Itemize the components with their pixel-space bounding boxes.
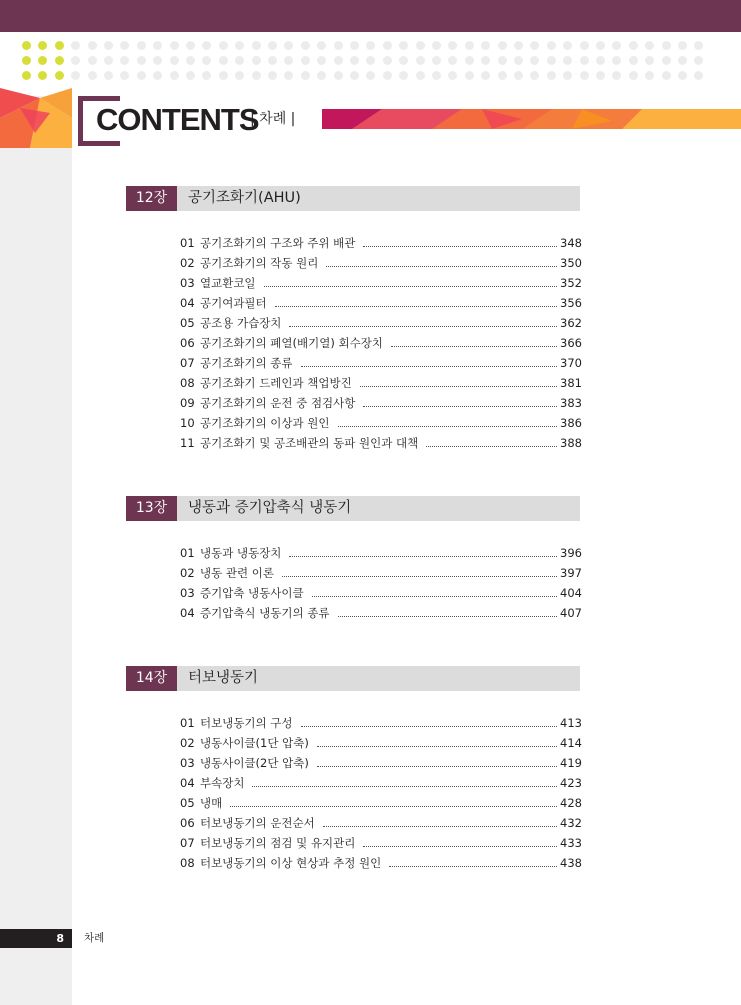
entry-page: 370 <box>560 356 582 370</box>
decorative-dot <box>22 41 31 50</box>
toc-entry[interactable] <box>180 793 580 813</box>
decorative-dot <box>629 41 638 50</box>
entry-title: 증기압축식 냉동기의 종류 <box>200 606 330 620</box>
entry-title: 증기압축 냉동사이클 <box>200 586 304 600</box>
entry-title: 냉매 <box>200 796 223 810</box>
decorative-dot <box>580 56 589 65</box>
entry-title: 공기조화기 드레인과 책업방진 <box>200 376 352 390</box>
decorative-dot <box>38 56 47 65</box>
entry-page: 356 <box>560 296 582 310</box>
entry-number: 02 <box>180 736 195 750</box>
entry-title: 냉동과 냉동장치 <box>200 546 282 560</box>
entry-number: 11 <box>180 436 195 450</box>
entry-number: 04 <box>180 296 195 310</box>
decorative-dot <box>153 56 162 65</box>
toc-entry[interactable] <box>180 813 580 833</box>
decorative-dot <box>88 71 97 80</box>
decorative-dot <box>481 41 490 50</box>
entry-page: 366 <box>560 336 582 350</box>
decorative-dot <box>498 71 507 80</box>
dot-leader <box>275 306 557 307</box>
decorative-dot <box>301 56 310 65</box>
entry-title: 터보냉동기의 점검 및 유지관리 <box>200 836 356 850</box>
decorative-dot <box>629 71 638 80</box>
entry-title: 공기조화기의 작동 원리 <box>200 256 319 270</box>
decorative-dot <box>481 56 490 65</box>
decorative-dot <box>120 41 129 50</box>
toc-entry[interactable] <box>180 773 580 793</box>
decorative-dot <box>383 41 392 50</box>
toc-entry[interactable] <box>180 353 580 373</box>
decorative-dot <box>186 56 195 65</box>
footer-page-number: 8 <box>56 932 64 945</box>
decorative-dot <box>416 71 425 80</box>
dot-leader <box>338 426 557 427</box>
decorative-dot <box>645 56 654 65</box>
left-margin-band <box>0 96 72 1005</box>
page-title: CONTENTS <box>96 102 259 137</box>
decorative-dot <box>88 56 97 65</box>
entry-number: 05 <box>180 796 195 810</box>
entry-page: 383 <box>560 396 582 410</box>
entry-title: 공기조화기 및 공조배관의 동파 원인과 대책 <box>200 436 419 450</box>
decorative-dot <box>170 56 179 65</box>
decorative-dot <box>104 41 113 50</box>
decorative-dot <box>662 71 671 80</box>
decorative-dot <box>678 71 687 80</box>
entry-page: 352 <box>560 276 582 290</box>
decorative-dot <box>71 56 80 65</box>
entry-title: 공기여과필터 <box>200 296 267 310</box>
decorative-dot <box>481 71 490 80</box>
dot-leader <box>391 346 557 347</box>
dot-leader <box>363 406 557 407</box>
toc-entry[interactable] <box>180 293 580 313</box>
decorative-dot-grid <box>22 41 722 81</box>
chapter-header-12 <box>126 186 580 211</box>
entry-number: 09 <box>180 396 195 410</box>
dot-leader <box>317 766 557 767</box>
decorative-dot <box>22 56 31 65</box>
toc-entry[interactable] <box>180 273 580 293</box>
entry-title: 냉동사이클(2단 압축) <box>200 756 309 770</box>
entry-page: 350 <box>560 256 582 270</box>
decorative-dot <box>514 71 523 80</box>
entry-title: 열교환코일 <box>200 276 256 290</box>
entry-number: 07 <box>180 836 195 850</box>
decorative-dot <box>580 71 589 80</box>
decorative-dot <box>662 41 671 50</box>
entry-number: 04 <box>180 606 195 620</box>
decorative-dot <box>465 71 474 80</box>
dot-leader <box>389 866 557 867</box>
entry-page: 433 <box>560 836 582 850</box>
decorative-dot <box>137 71 146 80</box>
decorative-dot <box>55 71 64 80</box>
decorative-dot <box>383 71 392 80</box>
entry-title: 공기조화기의 이상과 원인 <box>200 416 330 430</box>
decorative-dot <box>170 71 179 80</box>
entry-number: 10 <box>180 416 195 430</box>
decorative-dot <box>219 41 228 50</box>
chapter-14-toc <box>180 713 580 873</box>
decorative-dot <box>629 56 638 65</box>
toc-entry[interactable] <box>180 603 580 623</box>
decorative-dot <box>284 41 293 50</box>
entry-page: 381 <box>560 376 582 390</box>
toc-entry[interactable] <box>180 313 580 333</box>
decorative-dot <box>547 41 556 50</box>
decorative-dot <box>202 41 211 50</box>
decorative-dot <box>55 41 64 50</box>
chapter-header-14 <box>126 666 580 691</box>
entry-page: 404 <box>560 586 582 600</box>
chapter-number: 12장 <box>126 186 177 211</box>
decorative-dot <box>55 56 64 65</box>
decorative-dot <box>514 41 523 50</box>
entry-number: 03 <box>180 276 195 290</box>
entry-page: 413 <box>560 716 582 730</box>
entry-number: 07 <box>180 356 195 370</box>
decorative-dot <box>284 71 293 80</box>
toc-entry[interactable] <box>180 583 580 603</box>
decorative-dot <box>268 56 277 65</box>
toc-entry[interactable] <box>180 563 580 583</box>
entry-number: 04 <box>180 776 195 790</box>
decorative-dot <box>645 71 654 80</box>
decorative-dot <box>366 71 375 80</box>
decorative-dot <box>547 71 556 80</box>
entry-title: 공기조화기의 종류 <box>200 356 293 370</box>
decorative-dot <box>530 71 539 80</box>
decorative-dot <box>563 41 572 50</box>
entry-page: 438 <box>560 856 582 870</box>
entry-title: 공기조화기의 폐열(배기열) 회수장치 <box>200 336 383 350</box>
toc-entry[interactable] <box>180 253 580 273</box>
decorative-dot <box>596 41 605 50</box>
dot-leader <box>363 246 557 247</box>
toc-entry[interactable] <box>180 433 580 453</box>
toc-entry[interactable] <box>180 413 580 433</box>
toc-entry[interactable] <box>180 833 580 853</box>
decorative-dot <box>317 41 326 50</box>
toc-entry[interactable] <box>180 853 580 873</box>
decorative-dot <box>432 56 441 65</box>
dot-leader <box>312 596 557 597</box>
decorative-dot <box>432 41 441 50</box>
dot-leader <box>338 616 557 617</box>
decorative-dot <box>235 56 244 65</box>
decorative-dot <box>120 71 129 80</box>
entry-page: 397 <box>560 566 582 580</box>
decorative-dot <box>399 56 408 65</box>
decorative-dot <box>498 41 507 50</box>
decorative-polygon-strip <box>322 109 741 129</box>
dot-leader <box>426 446 557 447</box>
entry-title: 공기조화기의 구조와 주위 배관 <box>200 236 356 250</box>
dot-leader <box>317 746 557 747</box>
entry-number: 02 <box>180 256 195 270</box>
decorative-dot <box>416 56 425 65</box>
decorative-dot <box>202 56 211 65</box>
dot-leader <box>323 826 557 827</box>
entry-page: 414 <box>560 736 582 750</box>
decorative-dot <box>71 71 80 80</box>
entry-title: 냉동사이클(1단 압축) <box>200 736 309 750</box>
decorative-dot <box>317 71 326 80</box>
decorative-dot <box>350 71 359 80</box>
decorative-polygon-left <box>0 88 72 148</box>
entry-page: 348 <box>560 236 582 250</box>
page-subtitle: | 차례 | <box>250 111 296 127</box>
chapter-13-toc <box>180 543 580 623</box>
toc-entry[interactable] <box>180 543 580 563</box>
decorative-dot <box>596 71 605 80</box>
entry-page: 419 <box>560 756 582 770</box>
entry-page: 388 <box>560 436 582 450</box>
decorative-dot <box>448 71 457 80</box>
decorative-dot <box>284 56 293 65</box>
chapter-number: 14장 <box>126 666 177 691</box>
toc-entry[interactable] <box>180 373 580 393</box>
chapter-title: 공기조화기(AHU) <box>188 190 301 206</box>
decorative-dot <box>514 56 523 65</box>
decorative-dot <box>170 41 179 50</box>
decorative-dot <box>662 56 671 65</box>
dot-leader <box>326 266 557 267</box>
decorative-dot <box>235 71 244 80</box>
dot-leader <box>289 556 557 557</box>
decorative-dot <box>120 56 129 65</box>
decorative-dot <box>366 56 375 65</box>
decorative-dot <box>383 56 392 65</box>
entry-number: 08 <box>180 376 195 390</box>
dot-leader <box>289 326 557 327</box>
dot-leader <box>282 576 557 577</box>
decorative-dot <box>104 56 113 65</box>
entry-page: 407 <box>560 606 582 620</box>
decorative-dot <box>399 41 408 50</box>
entry-title: 공조용 가습장치 <box>200 316 282 330</box>
entry-number: 01 <box>180 546 195 560</box>
entry-title: 냉동 관련 이론 <box>200 566 274 580</box>
decorative-dot <box>137 56 146 65</box>
decorative-dot <box>334 71 343 80</box>
entry-number: 01 <box>180 716 195 730</box>
chapter-number: 13장 <box>126 496 177 521</box>
decorative-dot <box>202 71 211 80</box>
decorative-dot <box>268 71 277 80</box>
decorative-dot <box>432 71 441 80</box>
dot-leader <box>301 366 557 367</box>
decorative-dot <box>563 56 572 65</box>
decorative-dot <box>186 41 195 50</box>
decorative-dot <box>678 56 687 65</box>
entry-page: 428 <box>560 796 582 810</box>
entry-title: 공기조화기의 운전 중 점검사항 <box>200 396 356 410</box>
decorative-dot <box>301 71 310 80</box>
decorative-dot <box>694 41 703 50</box>
entry-number: 05 <box>180 316 195 330</box>
entry-page: 432 <box>560 816 582 830</box>
decorative-dot <box>38 41 47 50</box>
entry-page: 386 <box>560 416 582 430</box>
decorative-dot <box>580 41 589 50</box>
footer-label: 차례 <box>84 932 105 944</box>
dot-leader <box>301 726 557 727</box>
entry-number: 03 <box>180 756 195 770</box>
decorative-dot <box>334 56 343 65</box>
toc-entry[interactable] <box>180 333 580 353</box>
decorative-dot <box>252 56 261 65</box>
entry-title: 부속장치 <box>200 776 245 790</box>
chapter-title: 터보냉동기 <box>188 670 259 686</box>
decorative-dot <box>317 56 326 65</box>
decorative-dot <box>301 41 310 50</box>
decorative-dot <box>547 56 556 65</box>
entry-page: 362 <box>560 316 582 330</box>
decorative-dot <box>153 71 162 80</box>
toc-entry[interactable] <box>180 233 580 253</box>
dot-leader <box>264 286 557 287</box>
decorative-dot <box>694 71 703 80</box>
chapter-header-13 <box>126 496 580 521</box>
entry-number: 01 <box>180 236 195 250</box>
entry-page: 396 <box>560 546 582 560</box>
decorative-dot <box>137 41 146 50</box>
decorative-dot <box>465 41 474 50</box>
decorative-dot <box>498 56 507 65</box>
decorative-dot <box>350 56 359 65</box>
chapter-12-toc <box>180 233 580 453</box>
decorative-dot <box>645 41 654 50</box>
decorative-dot <box>219 71 228 80</box>
decorative-dot <box>448 56 457 65</box>
decorative-dot <box>252 71 261 80</box>
entry-title: 터보냉동기의 구성 <box>200 716 293 730</box>
decorative-dot <box>596 56 605 65</box>
decorative-dot <box>235 41 244 50</box>
decorative-dot <box>334 41 343 50</box>
decorative-dot <box>612 71 621 80</box>
dot-leader <box>363 846 557 847</box>
decorative-dot <box>530 41 539 50</box>
decorative-dot <box>678 41 687 50</box>
entry-title: 터보냉동기의 운전순서 <box>200 816 315 830</box>
decorative-dot <box>186 71 195 80</box>
top-color-bar <box>0 0 741 32</box>
decorative-dot <box>268 41 277 50</box>
decorative-dot <box>350 41 359 50</box>
chapter-title: 냉동과 증기압축식 냉동기 <box>188 500 352 516</box>
toc-entry[interactable] <box>180 713 580 733</box>
entry-number: 06 <box>180 336 195 350</box>
entry-number: 02 <box>180 566 195 580</box>
dot-leader <box>252 786 557 787</box>
decorative-dot <box>153 41 162 50</box>
decorative-dot <box>38 71 47 80</box>
decorative-dot <box>694 56 703 65</box>
decorative-dot <box>465 56 474 65</box>
toc-entry[interactable] <box>180 393 580 413</box>
decorative-dot <box>219 56 228 65</box>
entry-number: 08 <box>180 856 195 870</box>
toc-entry[interactable] <box>180 753 580 773</box>
toc-entry[interactable] <box>180 733 580 753</box>
decorative-dot <box>22 71 31 80</box>
decorative-dot <box>104 71 113 80</box>
decorative-dot <box>252 41 261 50</box>
dot-leader <box>360 386 557 387</box>
decorative-dot <box>612 56 621 65</box>
decorative-dot <box>366 41 375 50</box>
entry-number: 06 <box>180 816 195 830</box>
entry-title: 터보냉동기의 이상 현상과 추정 원인 <box>200 856 382 870</box>
decorative-dot <box>530 56 539 65</box>
dot-leader <box>230 806 557 807</box>
entry-page: 423 <box>560 776 582 790</box>
entry-number: 03 <box>180 586 195 600</box>
decorative-dot <box>71 41 80 50</box>
decorative-dot <box>399 71 408 80</box>
decorative-dot <box>612 41 621 50</box>
decorative-dot <box>448 41 457 50</box>
decorative-dot <box>416 41 425 50</box>
decorative-dot <box>88 41 97 50</box>
decorative-dot <box>563 71 572 80</box>
